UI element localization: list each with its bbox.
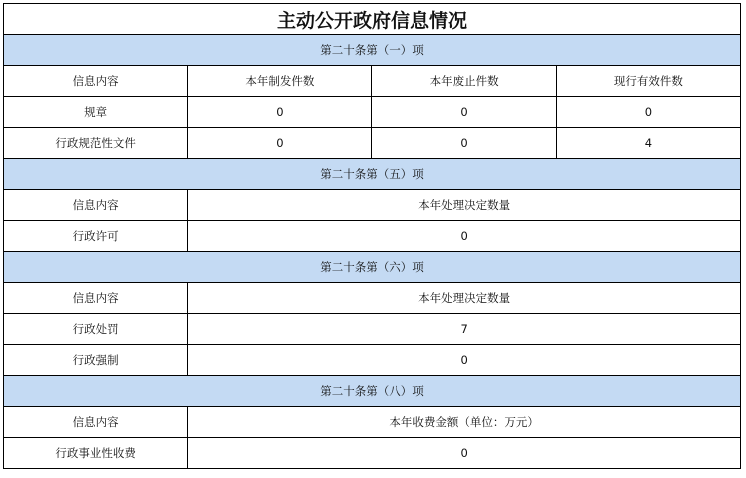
header-cell: 信息内容 [4,66,188,97]
header-cell: 本年收费金额（单位：万元） [188,407,741,438]
row-label: 行政事业性收费 [4,438,188,469]
table-row [4,221,741,252]
header-cell: 本年处理决定数量 [188,190,741,221]
section-heading-row [4,35,741,66]
table-header-row [4,283,741,314]
table-title: 主动公开政府信息情况 [4,4,741,35]
row-label: 行政强制 [4,345,188,376]
section-heading: 第二十条第（八）项 [4,376,741,407]
section-heading: 第二十条第（一）项 [4,35,741,66]
row-label: 规章 [4,97,188,128]
table-cell: 0 [372,128,556,159]
section-heading: 第二十条第（六）项 [4,252,741,283]
header-cell: 本年废止件数 [372,66,556,97]
table-row [4,97,741,128]
table-cell: 4 [556,128,740,159]
section-heading: 第二十条第（五）项 [4,159,741,190]
table-cell: 0 [556,97,740,128]
section-heading-row [4,252,741,283]
table-row [4,314,741,345]
table-header-row [4,190,741,221]
info-disclosure-table-container [3,3,741,475]
section-heading-row [4,159,741,190]
table-cell: 0 [188,438,741,469]
header-cell: 现行有效件数 [556,66,740,97]
table-cell: 0 [372,97,556,128]
header-cell: 信息内容 [4,407,188,438]
header-cell: 本年制发件数 [188,66,372,97]
row-label: 行政许可 [4,221,188,252]
table-cell: 7 [188,314,741,345]
table-title-row [4,4,741,35]
section-heading-row [4,376,741,407]
header-cell: 本年处理决定数量 [188,283,741,314]
table-header-row [4,66,741,97]
table-cell: 0 [188,221,741,252]
header-cell: 信息内容 [4,190,188,221]
table-row [4,438,741,469]
table-cell: 0 [188,345,741,376]
info-disclosure-table [3,3,741,469]
table-cell: 0 [188,128,372,159]
row-label: 行政处罚 [4,314,188,345]
table-row [4,345,741,376]
header-cell: 信息内容 [4,283,188,314]
table-cell: 0 [188,97,372,128]
row-label: 行政规范性文件 [4,128,188,159]
table-header-row [4,407,741,438]
table-row [4,128,741,159]
